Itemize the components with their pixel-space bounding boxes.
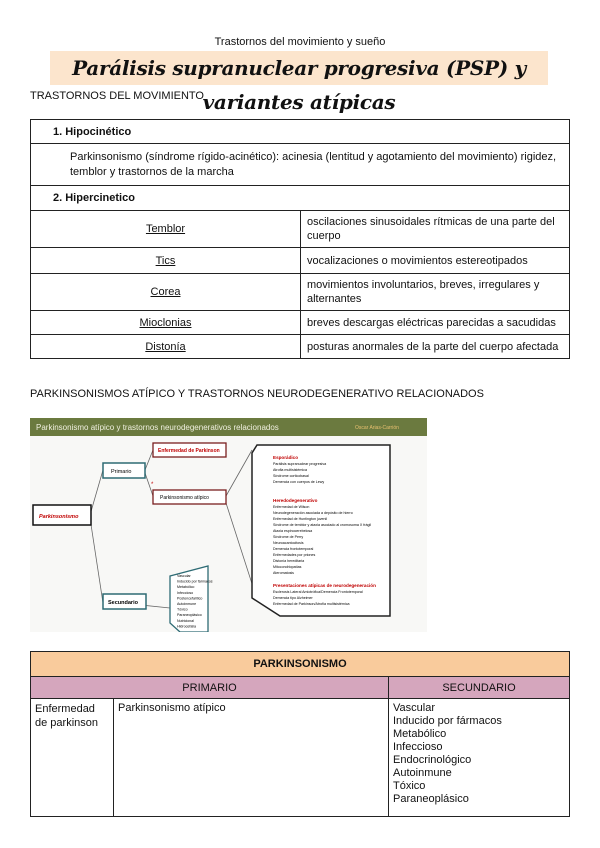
secundario-item: Endocrinológico: [393, 754, 472, 766]
term-cell: Tics: [31, 248, 301, 274]
diagram-banner-text: Parkinsonismo atípico y trastornos neurodegenerativos relacionados: [36, 423, 279, 432]
section-heading-atipico: PARKINSONISMOS ATÍPICO Y TRASTORNOS NEURODEGENERATIVO RELACIONADOS: [30, 388, 484, 400]
page-header: Trastornos del movimiento y sueño: [214, 36, 386, 48]
table-row: [31, 335, 570, 359]
section-heading-movimiento: TRASTORNOS DEL MOVIMIENTO: [30, 90, 204, 102]
primario-header: PRIMARIO: [31, 677, 389, 699]
asterisk: *: [151, 482, 154, 488]
atipico-cell: Parkinsonismo atípico: [114, 699, 389, 817]
root-label: Parkinsonismo: [39, 514, 79, 520]
hipercinetico-heading: 2. Hipercinetico: [31, 186, 570, 211]
desc-cell: vocalizaciones o movimientos estereotipados: [301, 248, 570, 274]
secundario-header: SECUNDARIO: [389, 677, 570, 699]
movement-disorders-table: [30, 119, 570, 359]
diagram-list-item: Parálisis supranuclear progresiva: [273, 462, 327, 466]
diagram-list-item: Síndrome corticobasal: [273, 474, 309, 478]
term-cell: Distonía: [31, 335, 301, 359]
enfermedad-label: Enfermedad de Parkinson: [158, 448, 220, 454]
diagram-list-item: Vascular: [177, 574, 191, 578]
diagram-list-item: Demencia tipo Alzheimer: [273, 596, 313, 600]
desc-cell: posturas anormales de la parte del cuerpo afectada: [301, 335, 570, 359]
diagram-list-item: Mitocondriopatías: [273, 565, 302, 569]
secundario-item: Autoinmune: [393, 767, 452, 779]
diagram-list-item: Distonía hereditaria: [273, 559, 305, 563]
diagram-list-item: Atrofia multisistémica: [273, 468, 307, 472]
diagram-list-item: Neurodegeneración asociada a depósito de hierro: [273, 511, 353, 515]
diagram-list-item: Enfermedad de Parkinson/Atrofia multisistémica: [273, 602, 350, 606]
diagram-list-item: Tóxico: [177, 607, 188, 612]
heredo-title: Heredodegenerativo: [273, 498, 318, 503]
term-cell: Temblor: [31, 211, 301, 248]
diagram-list-item: Paraneoplásico: [177, 613, 202, 618]
diagram-list-item: Ataxia espinocerebelosa: [273, 529, 313, 533]
diagram-list-item: Autoinmune: [177, 602, 197, 606]
diagram-list-item: Demencia con cuerpos de Lewy: [273, 480, 325, 484]
primario-label: Primario: [111, 469, 132, 475]
secundario-cell: [389, 699, 570, 817]
diagram-list-item: Infeccioso: [177, 590, 194, 595]
desc-cell: oscilaciones sinusoidales rítmicas de una parte del cuerpo: [301, 211, 570, 248]
table-row: [31, 211, 570, 248]
diagram-list-item: Esclerosis Lateral Amiotrófica/Demencia Frontotemporal: [273, 590, 363, 594]
present-title: Presentaciones atípicas de neurodegeneración: [273, 583, 376, 588]
table-row: [31, 248, 570, 274]
term-cell: Mioclonias: [31, 311, 301, 335]
parkinsonismo-header: PARKINSONISMO: [31, 652, 570, 677]
diagram-list-item: Neuroacantocitosis: [273, 541, 304, 545]
diagram-list-item: Enfermedad de Wilson: [273, 505, 310, 509]
diagram-list-item: Enfermedades por priones: [273, 553, 316, 557]
atipico-label: Parkinsonismo atípico: [160, 495, 209, 501]
diagram-list-item: Nutricional: [177, 618, 194, 623]
parkinsonism-diagram: [30, 418, 427, 632]
term-cell: Corea: [31, 274, 301, 311]
diagram-list-item: Síndrome de temblor y ataxia asociado al cromosoma X frágil: [273, 523, 372, 527]
diagram-list-item: Enfermedad de Huntington juvenil: [273, 517, 328, 521]
desc-cell: movimientos involuntarios, breves, irregulares y alternantes: [301, 274, 570, 311]
table-row: [31, 311, 570, 335]
secundario-label: Secundario: [108, 600, 138, 606]
page-title: Parálisis supranuclear progresiva (PSP) y variantes atípicas: [50, 51, 548, 85]
secundario-item: Tóxico: [393, 780, 426, 792]
diagram-list-item: Demencia frontotemporal: [273, 547, 314, 551]
diagram-list-item: Ateromatosis: [273, 571, 294, 575]
diagram-list-item: Metabólico: [177, 585, 195, 590]
hipocinetico-text: Parkinsonismo (síndrome rígido-acinético): acinesia (lentitud y agotamiento del movimiento) rigidez, temblor y trastornos de la marcha: [31, 144, 570, 186]
parkinsonismo-table: [30, 651, 570, 817]
secundario-item: Inducido por fármacos: [393, 715, 502, 727]
secundario-item: Infeccioso: [393, 741, 443, 753]
diagram-logo: Oscar Arias-Carrión: [355, 425, 399, 431]
esporadico-title: Esporádico: [273, 455, 299, 460]
secundario-item: Paraneoplásico: [393, 793, 469, 805]
diagram-list-item: Inducido por fármacos: [177, 579, 213, 584]
desc-cell: breves descargas eléctricas parecidas a sacudidas: [301, 311, 570, 335]
secundario-item: Vascular: [393, 702, 435, 714]
diagram-list-item: Síndrome de Perry: [273, 535, 304, 539]
diagram-list-item: Hidrocefalia: [177, 624, 196, 629]
hipocinetico-heading: 1. Hipocinético: [31, 120, 570, 144]
table-row: [31, 274, 570, 311]
secundario-item: Metabólico: [393, 728, 447, 740]
diagram-list-item: Postencefalítico: [177, 596, 203, 601]
enfermedad-cell: Enfermedad de parkinson: [31, 699, 114, 817]
